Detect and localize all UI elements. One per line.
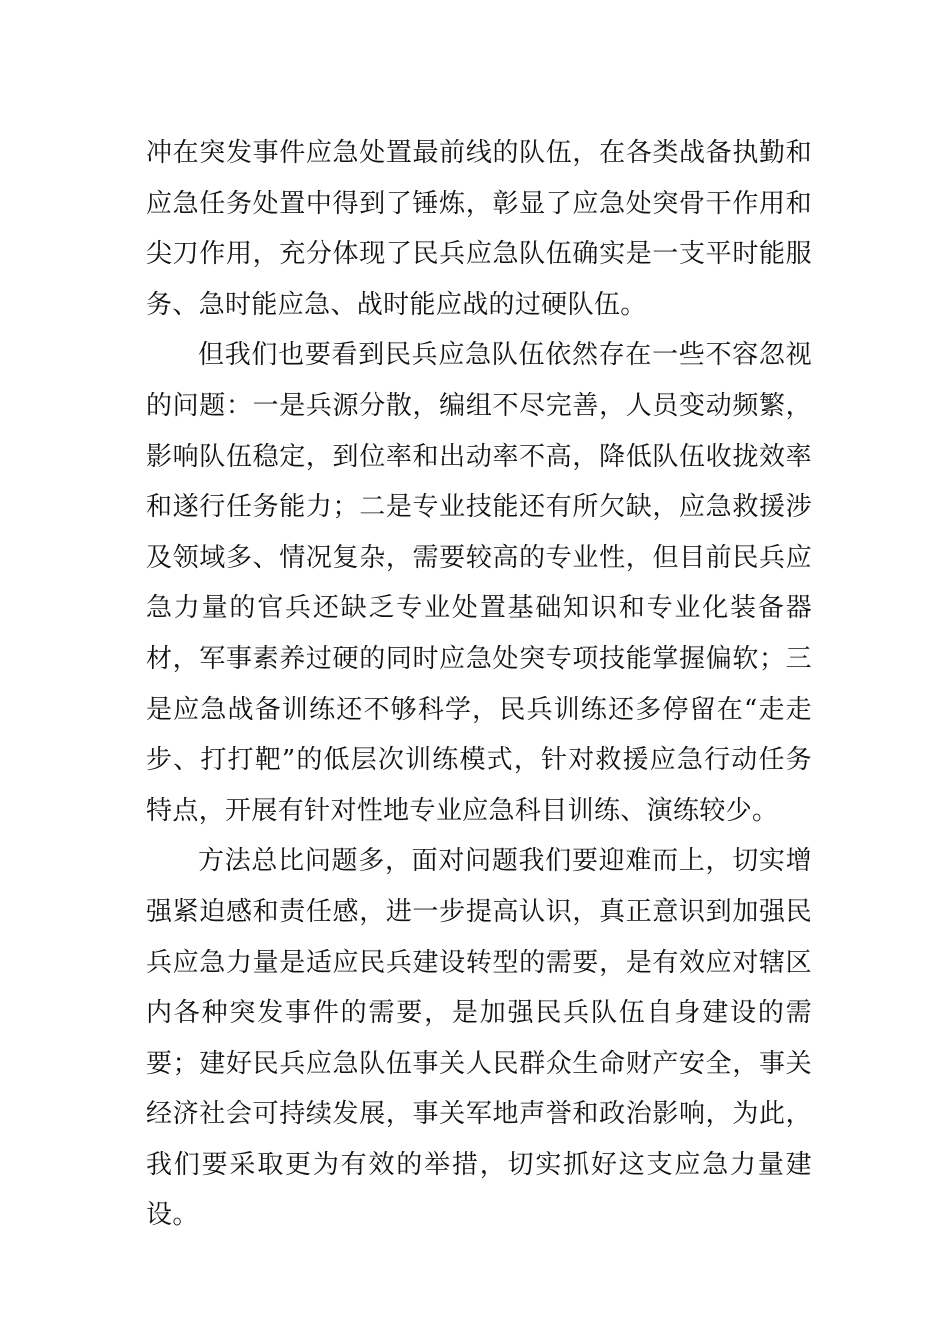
paragraph-problems: 但我们也要看到民兵应急队伍依然存在一些不容忽视的问题：一是兵源分散，编组不尽完善，人员变动频繁，影响队伍稳定，到位率和出动率不高，降低队伍收拢效率和遂行任务能力；二是专业技能还有所欠缺，应急救援涉及领域多、情况复杂，需要较高的专业性，但目前民兵应急力量的官兵还缺乏专业处置基础知识和专业化装备器材，军事素养过硬的同时应急处突专项技能掌握偏软；三是应急战备训练还不够科学，民兵训练还多停留在“走走步、打打靶”的低层次训练模式，针对救援应急行动任务特点，开展有针对性地专业应急科目训练、演练较少。 [146,340,812,826]
paragraph-measures: 方法总比问题多，面对问题我们要迎难而上，切实增强紧迫感和责任感，进一步提高认识，真正意识到加强民兵应急力量是适应民兵建设转型的需要，是有效应对辖区内各种突发事件的需要，是加强民兵队伍自身建设的需要；建好民兵应急队伍事关人民群众生命财产安全，事关经济社会可持续发展，事关军地声誉和政治影响，为此，我们要采取更为有效的举措，切实抓好这支应急力量建设。 [146,846,812,1231]
paragraph-continuation: 冲在突发事件应急处置最前线的队伍，在各类战备执勤和应急任务处置中得到了锤炼，彰显了应急处突骨干作用和尖刀作用，充分体现了民兵应急队伍确实是一支平时能服务、急时能应急、战时能应战的过硬队伍。 [146,138,812,320]
body-text [146,128,812,1241]
